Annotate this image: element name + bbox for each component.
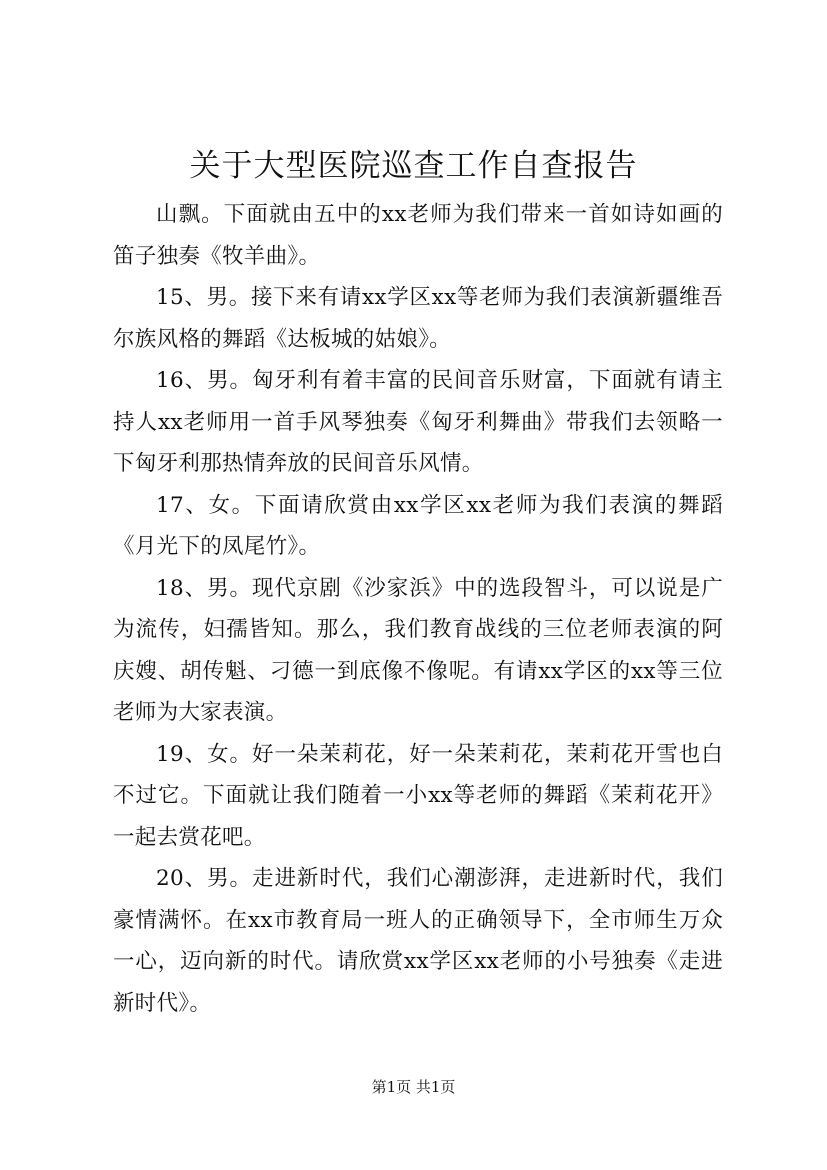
paragraph-intro: 山飘。下面就由五中的xx老师为我们带来一首如诗如画的笛子独奏《牧羊曲》。 — [113, 202, 723, 269]
paragraph-20: 20、男。走进新时代，我们心潮澎湃，走进新时代，我们豪情满怀。在xx市教育局一班人的正确领导下，全市师生万众一心，迈向新的时代。请欣赏xx学区xx老师的小号独奏《走进新时代》。 — [113, 866, 723, 1016]
paragraph-16: 16、男。匈牙利有着丰富的民间音乐财富，下面就有请主持人xx老师用一首手风琴独奏《匈牙利舞曲》带我们去领略一下匈牙利那热情奔放的民间音乐风情。 — [113, 368, 723, 476]
page-footer: 第1页 共1页 — [371, 1078, 456, 1096]
paragraph-15: 15、男。接下来有请xx学区xx等老师为我们表演新疆维吾尔族风格的舞蹈《达板城的姑娘》。 — [113, 285, 723, 352]
document-title: 关于大型医院巡查工作自查报告 — [189, 148, 638, 184]
document-body — [113, 194, 723, 1024]
paragraph-18: 18、男。现代京剧《沙家浜》中的选段智斗，可以说是广为流传，妇孺皆知。那么，我们教育战线的三位老师表演的阿庆嫂、胡传魁、刁德一到底像不像呢。有请xx学区的xx等三位老师为大家表演。 — [113, 575, 723, 725]
paragraph-17: 17、女。下面请欣赏由xx学区xx老师为我们表演的舞蹈《月光下的凤尾竹》。 — [113, 492, 723, 559]
paragraph-19: 19、女。好一朵茉莉花，好一朵茉莉花，茉莉花开雪也白不过它。下面就让我们随着一小xx等老师的舞蹈《茉莉花开》一起去赏花吧。 — [113, 741, 723, 850]
